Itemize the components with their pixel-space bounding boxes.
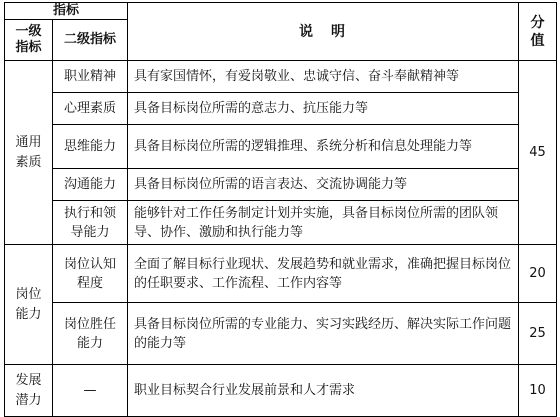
table-row [5,303,557,365]
level2-name: 心理素质 [53,93,128,125]
row-score: 45 [519,61,557,245]
table-row [5,365,557,417]
level1-name: 岗位 能力 [5,245,53,365]
level1-name: 发展 潜力 [5,365,53,417]
level2-name: 沟通能力 [53,169,128,201]
table-row [5,93,557,125]
row-description: 具备目标岗位所需的逻辑推理、系统分析和信息处理能力等 [128,125,519,169]
level2-name: — [53,365,128,417]
row-description: 具备目标岗位所需的意志力、抗压能力等 [128,93,519,125]
table-row [5,61,557,93]
header-level2: 二级指标 [53,20,128,61]
header-indicator: 指标 [5,3,128,20]
level2-name: 职业精神 [53,61,128,93]
level2-name: 思维能力 [53,125,128,169]
header-level1: 一级 指标 [5,20,53,61]
level2-name: 执行和领 导能力 [53,201,128,245]
row-score: 20 [519,245,557,303]
table-row [5,125,557,169]
row-score: 25 [519,303,557,365]
row-description: 能够针对工作任务制定计划并实施，具备目标岗位所需的团队领导、协作、激励和执行能力等 [128,201,519,245]
header-score: 分 值 [519,3,557,61]
level2-name: 岗位胜任 能力 [53,303,128,365]
row-description: 具备目标岗位所需的语言表达、交流协调能力等 [128,169,519,201]
level1-name: 通用 素质 [5,61,53,245]
evaluation-table [4,2,557,417]
row-description: 全面了解目标行业现状、发展趋势和就业需求，准确把握目标岗位的任职要求、工作流程、工作内容等 [128,245,519,303]
row-description: 职业目标契合行业发展前景和人才需求 [128,365,519,417]
row-description: 具有家国情怀，有爱岗敬业、忠诚守信、奋斗奉献精神等 [128,61,519,93]
level2-name: 岗位认知 程度 [53,245,128,303]
row-description: 具备目标岗位所需的专业能力、实习实践经历、解决实际工作问题的能力等 [128,303,519,365]
table-row [5,245,557,303]
table-row [5,169,557,201]
header-description: 说 明 [128,3,519,61]
table-row [5,201,557,245]
row-score: 10 [519,365,557,417]
